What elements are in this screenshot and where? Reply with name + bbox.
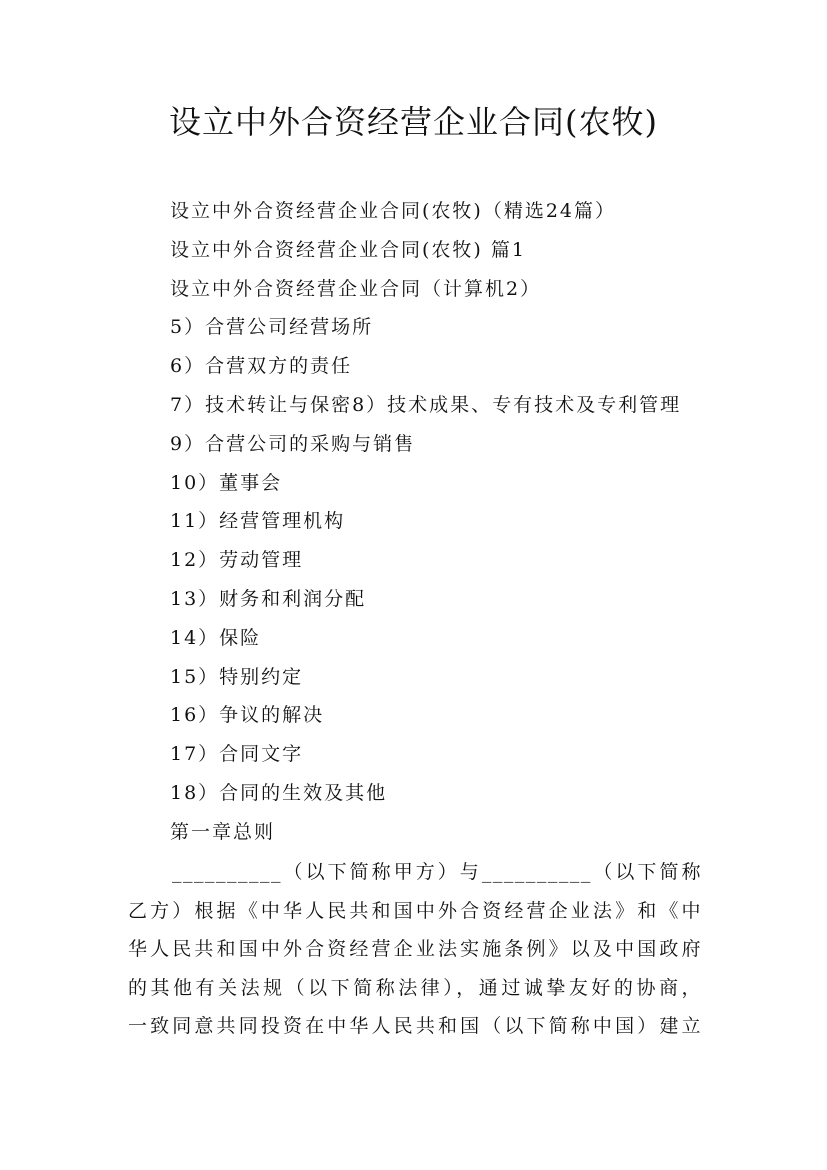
table-of-contents bbox=[170, 192, 681, 813]
toc-item: 13）财务和利润分配 bbox=[170, 587, 367, 610]
toc-item: 6）合营双方的责任 bbox=[170, 355, 353, 378]
chapter-heading: 第一章总则 bbox=[170, 821, 276, 843]
toc-item: 11）经营管理机构 bbox=[170, 510, 346, 533]
toc-item: 17）合同文字 bbox=[170, 743, 304, 766]
toc-item: 9）合营公司的采购与销售 bbox=[170, 432, 416, 455]
toc-item: 设立中外合资经营企业合同(农牧)（精选24篇） bbox=[170, 200, 617, 222]
paragraph-line: __________（以下简称甲方）与__________（以下简称 bbox=[172, 861, 702, 883]
toc-item: 5）合营公司经营场所 bbox=[170, 316, 374, 339]
document-title: 设立中外合资经营企业合同(农牧) bbox=[169, 103, 658, 141]
toc-item: 10）董事会 bbox=[170, 471, 283, 494]
toc-item: 设立中外合资经营企业合同(农牧) 篇1 bbox=[170, 238, 526, 261]
paragraph-line: 乙方）根据《中华人民共和国中外合资经营企业法》和《中 bbox=[128, 899, 702, 922]
toc-item: 14）保险 bbox=[170, 626, 262, 649]
toc-item: 12）劳动管理 bbox=[170, 549, 304, 572]
paragraph-line: 华人民共和国中外合资经营企业法实施条例》以及中国政府 bbox=[128, 938, 702, 960]
toc-item: 7）技术转让与保密8）技术成果、专有技术及专利管理 bbox=[170, 393, 682, 416]
paragraph-line: 一致同意共同投资在中华人民共和国（以下简称中国）建立 bbox=[128, 1015, 702, 1037]
toc-item: 15）特别约定 bbox=[170, 665, 304, 688]
toc-item: 18）合同的生效及其他 bbox=[170, 781, 388, 804]
toc-item: 16）争议的解决 bbox=[170, 704, 325, 727]
toc-item: 设立中外合资经营企业合同（计算机2） bbox=[170, 277, 542, 300]
body-paragraph bbox=[128, 853, 702, 1046]
paragraph-line: 的其他有关法规（以下简称法律），通过诚挚友好的协商， bbox=[128, 976, 702, 999]
